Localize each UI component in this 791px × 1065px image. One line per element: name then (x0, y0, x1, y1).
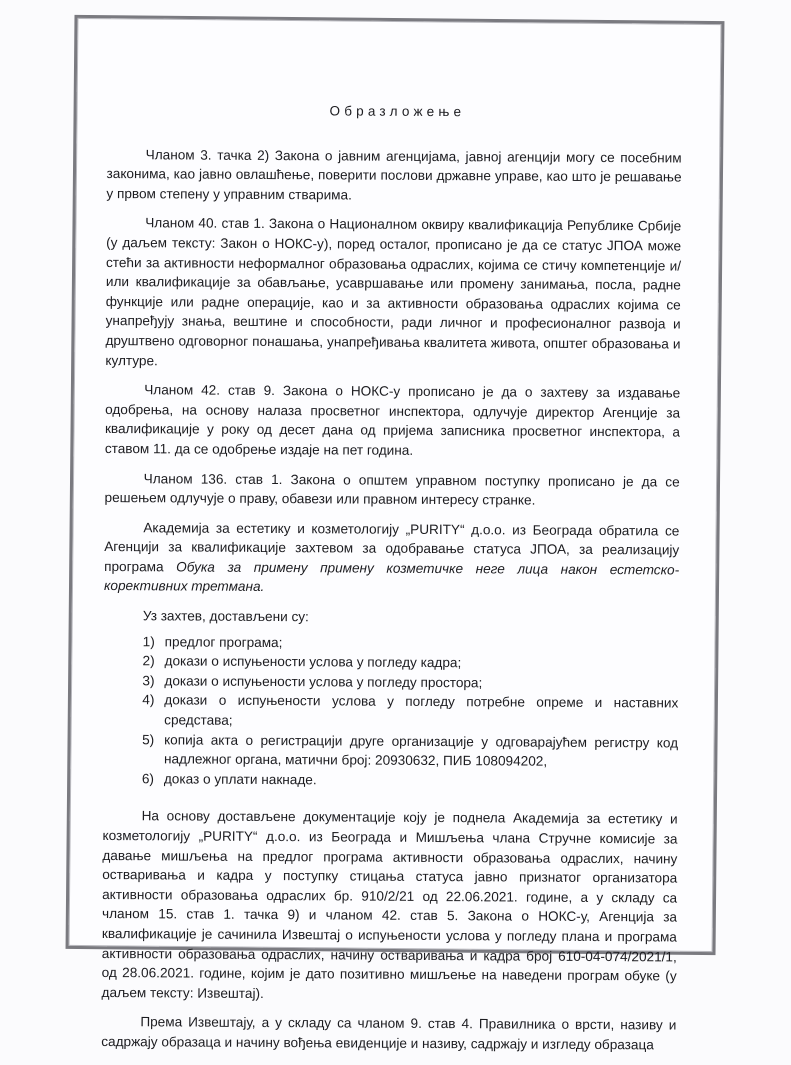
paragraph-per-report: Према Извештају, а у складу са чланом 9. став 4. Правилника о врсти, називу и садржају образаца и начину вођења евиденције и називу, садржају и изгледу образаца (101, 1014, 677, 1053)
paragraph-article-136: Чланом 136. став 1. Закона о општем управном поступку прописано је да се решењем одлучује о праву, обавези или правном интересу странке. (104, 470, 680, 508)
list-item (142, 730, 678, 772)
list-item-number: 6) (141, 771, 154, 787)
list-item-text: копија акта о регистрацији друге организације у одговарајућем регистру код надлежног органа, матични број: 20930632, ПИБ 108094202, (163, 731, 679, 769)
paragraph-article-42: Чланом 42. став 9. Закона о НОКС-у прописано је да о захтеву за издавање одобрења, на основу налаза просветног инспектора, одлучује директор Агенције за квалификације у року од десет дана од пријема записника просветног инспектора, а ставом 11. да се одобрење издаје на пет година. (104, 382, 681, 458)
list-item (142, 769, 678, 792)
program-name: Обука за примену примену козметичке неге лица након естетско-корективних третмана. (103, 559, 680, 595)
list-item-text: докази о испуњености услова у погледу простора; (164, 673, 483, 691)
document-title: Образложење (329, 103, 466, 120)
attachments-intro: Уз захтев, достављени су: (142, 608, 309, 625)
list-item-text: доказ о уплати накнаде. (163, 771, 317, 788)
request-text: Академија за естетику и козметологију „PURITY“ д.о.о. из Београда обратила се Агенцији за квалификације захтевом за одобравање статуса ЈПОА, за реализацију програма (104, 519, 680, 575)
list-item-text: докази о испуњености услова у погледу кадра; (164, 653, 462, 671)
list-item-number: 4) (142, 692, 155, 708)
list-item-text: докази о испуњености услова у погледу потребне опреме и наставних средстава; (164, 692, 679, 728)
paragraph-article-40: Чланом 40. став 1. Закона о Националном оквиру квалификација Републике Србије (у даљем тексту: Закон о НОКС-у), поред осталог, прописано је да се статус ЈПОА може стећи за активности неформалног образовања одраслих, којима се стичу компетенције и/или квалификације за обављање, усавршавање или промену занимања, посла, радне функције или радне операције, као и за активности образовања одраслих којима се унапређују знања, вештине и способности, ради личног и професионалног развоја и друштвено одговорног понашања, унапређивања квалитета живота, општег образовања и културе. (105, 215, 682, 368)
attachments-list (103, 632, 679, 792)
list-item-number: 5) (142, 731, 155, 747)
list-item (142, 691, 678, 733)
list-item-text: предлог програма; (164, 634, 283, 650)
paragraph-article-3: Чланом 3. тачка 2) Закона о јавним агенцијама, јавној агенцији могу се посебним законима, као јавно овлашћење, поверити послови државне управе, као што је решавање у првом степену у управним стварима. (106, 146, 682, 203)
list-item-number: 3) (142, 673, 155, 689)
list-item-number: 1) (142, 633, 155, 649)
paragraph-request (104, 518, 679, 600)
list-item-number: 2) (142, 653, 155, 669)
paragraph-report-basis: На основу достављене документације коју је поднела Академија за естетику и козметологију „PURITY“ д.о.о. из Београда и Мишљења члана Стручне комисије за давање мишљења на предлог програма активности образовања одраслих, начину остваривања и кадра у поступку стицања статуса јавно признатог организатора активности образовања одраслих бр. 910/2/21 од 22.06.2021. године, а у складу са чланом 15. став 1. тачка 9) и чланом 42. став 5. Закона о НОКС-у, Агенција за квалификације је сачинила Извештај о испуњености услова у погледу плана и програма активности образовања одраслих, начину остваривања и кадра број 610-04-074/2021/1, од 28.06.2021. године, којим је дато позитивно мишљење на наведени програм обуке (у даљем тексту: Извештај). (101, 808, 678, 1001)
document-body (101, 100, 682, 1065)
